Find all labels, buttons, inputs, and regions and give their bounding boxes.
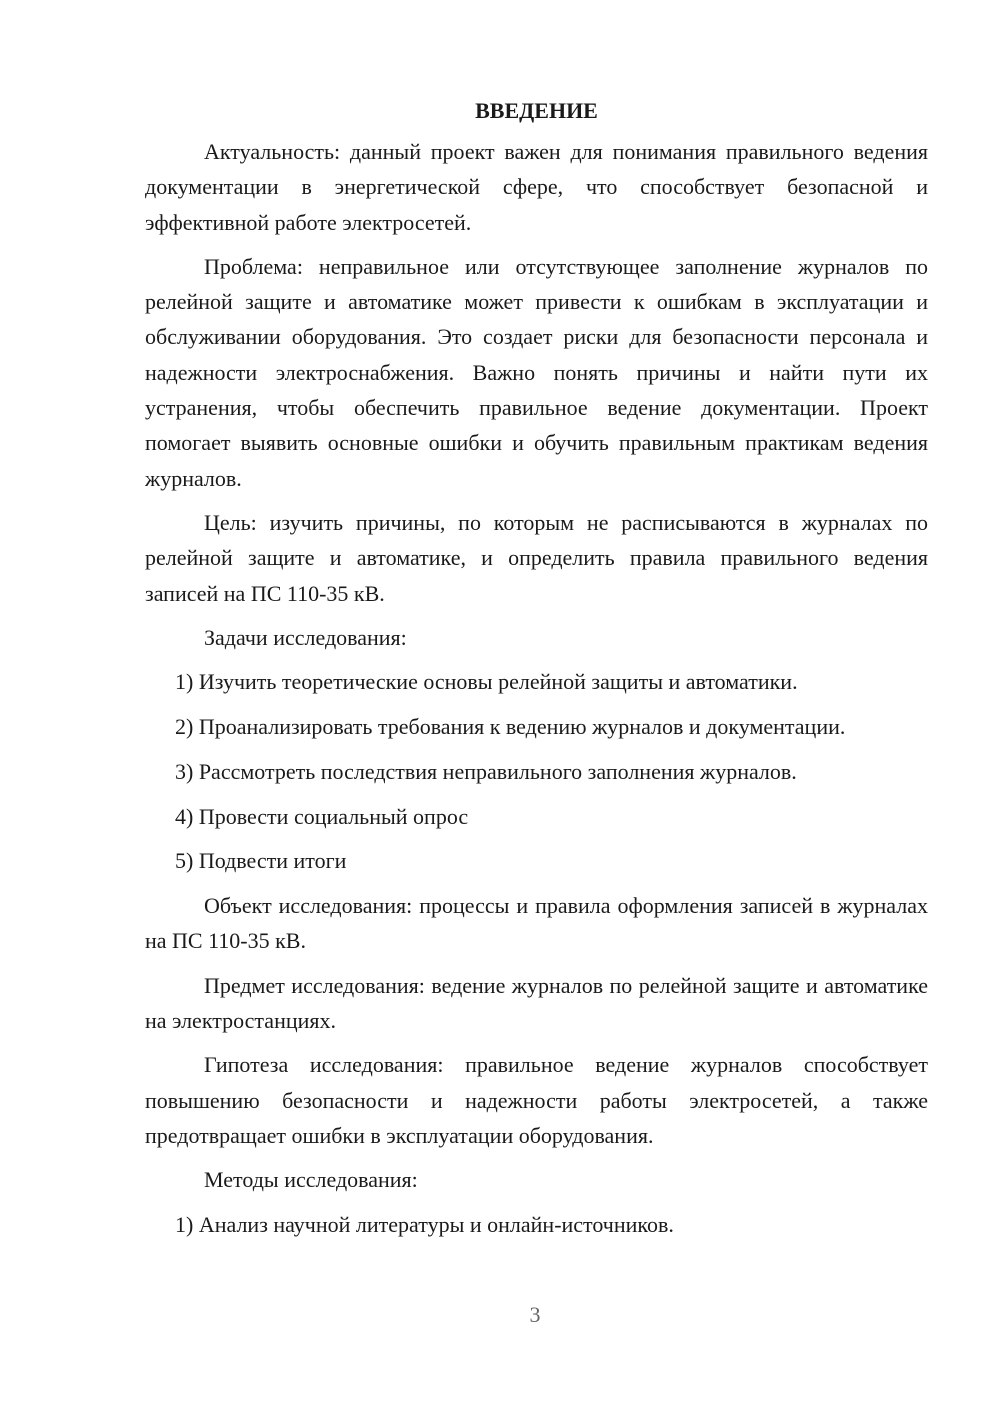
paragraph-relevance: Актуальность: данный проект важен для понимания правильного ведения документации в энергетической сфере, что способствует безопасной и эффективной работе электросетей. (145, 139, 928, 235)
tasks-label: Задачи исследования: (204, 624, 407, 650)
paragraph-goal: Цель: изучить причины, по которым не расписываются в журналах по релейной защите и автоматике, и определить правила правильного ведения записей на ПС 110-35 кВ. (145, 509, 928, 606)
paragraph-object: Объект исследования: процессы и правила оформления записей в журналах на ПС 110-35 кВ. (145, 893, 928, 954)
method-item-1: 1) Анализ научной литературы и онлайн-источников. (175, 1211, 674, 1237)
task-item-1: 1) Изучить теоретические основы релейной защиты и автоматики. (175, 669, 798, 695)
methods-label: Методы исследования: (204, 1167, 418, 1193)
paragraph-hypothesis: Гипотеза исследования: правильное ведение журналов способствует повышению безопасности и надежности работы электросетей, а также предотвращает ошибки в эксплуатации оборудования. (145, 1052, 928, 1148)
task-item-5: 5) Подвести итоги (175, 848, 347, 874)
document-heading: ВВЕДЕНИЕ (475, 98, 598, 123)
page-number: 3 (529, 1302, 541, 1327)
paragraph-problem: Проблема: неправильное или отсутствующее заполнение журналов по релейной защите и автоматике может привести к ошибкам в эксплуатации и обслуживании оборудования. Это создает риски для безопасности персонала и надежности электроснабжения. Важно понять причины и найти пути их устранения, чтобы обеспечить правильное ведение документации. Проект помогает выявить основные ошибки и обучить правильным практикам ведения журналов. (145, 253, 928, 491)
task-item-2: 2) Проанализировать требования к ведению журналов и документации. (175, 713, 846, 739)
task-item-4: 4) Провести социальный опрос (175, 803, 469, 829)
task-item-3: 3) Рассмотреть последствия неправильного заполнения журналов. (175, 758, 797, 784)
paragraph-subject: Предмет исследования: ведение журналов по релейной защите и автоматике на электростанциях. (145, 972, 928, 1034)
document-page (145, 96, 928, 1251)
